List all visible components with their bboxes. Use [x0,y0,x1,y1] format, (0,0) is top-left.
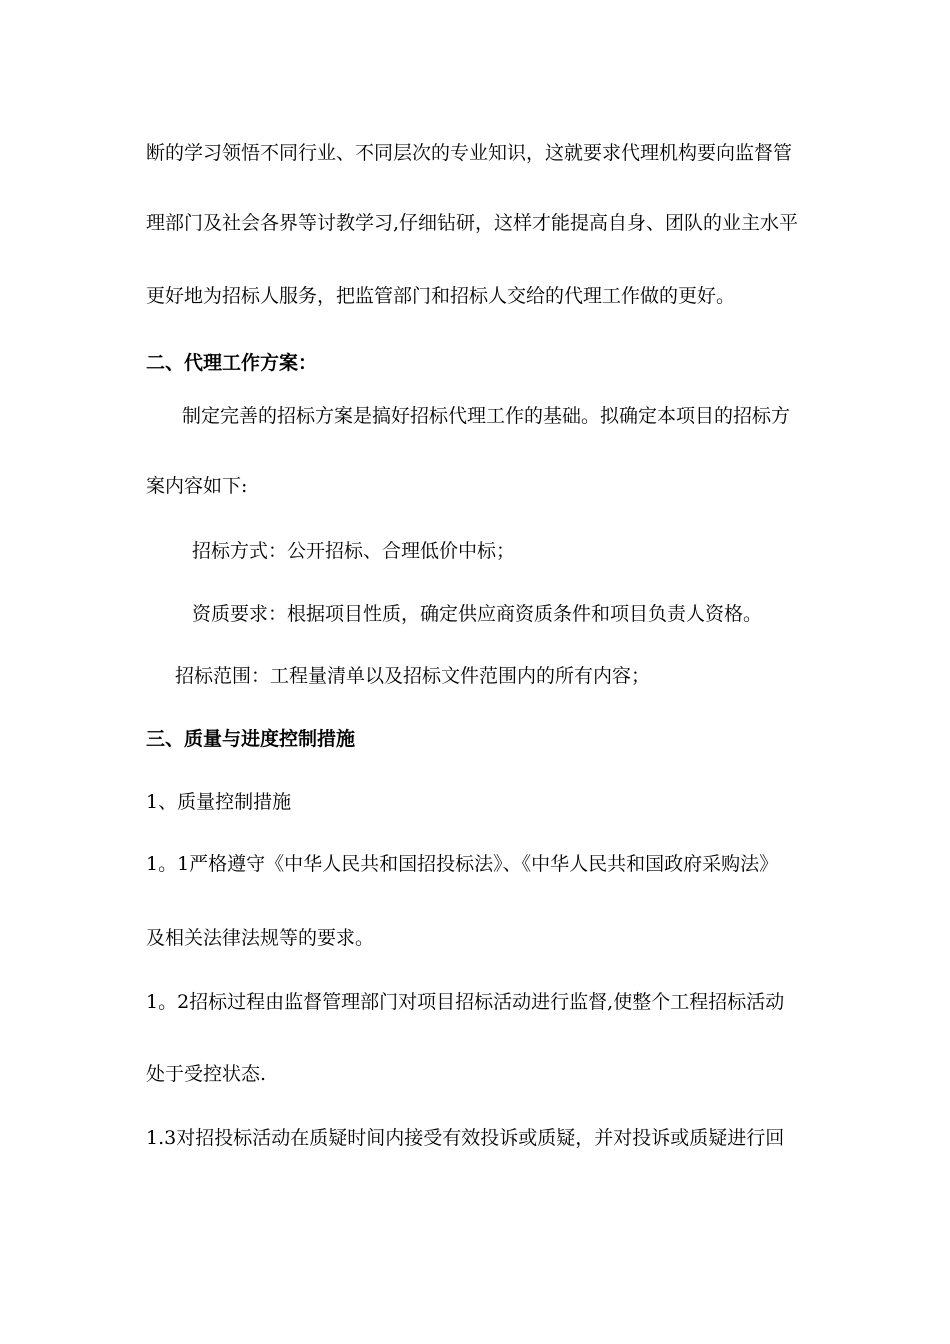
section-heading: 三、质量与进度控制措施 [146,728,356,750]
paragraph-line: 1。2招标过程由监督管理部门对项目招标活动进行监督,使整个工程招标活动 [146,991,785,1013]
list-item: 资质要求：根据项目性质，确定供应商资质条件和项目负责人资格。 [192,603,763,625]
paragraph-line: 及相关法律法规等的要求。 [146,927,375,949]
paragraph-line: 1.3对招投标活动在质疑时间内接受有效投诉或质疑，并对投诉或质疑进行回 [146,1127,785,1149]
paragraph-line: 理部门及社会各界等讨教学习,仔细钻研，这样才能提高自身、团队的业主水平 [146,212,799,234]
list-item: 招标方式：公开招标、合理低价中标； [192,540,516,562]
paragraph-line: 1。1严格遵守《中华人民共和国招投标法》、《中华人民共和国政府采购法》 [146,853,779,875]
paragraph-line: 更好地为招标人服务，把监管部门和招标人交给的代理工作做的更好。 [146,285,736,307]
paragraph-line: 处于受控状态. [146,1063,267,1085]
section-heading: 二、代理工作方案： [146,352,318,374]
paragraph-line: 制定完善的招标方案是搞好招标代理工作的基础。拟确定本项目的招标方 [182,405,791,427]
paragraph-line: 案内容如下: [146,475,248,497]
paragraph-line: 断的学习领悟不同行业、不同层次的专业知识，这就要求代理机构要向监督管 [146,142,793,164]
subsection-heading: 1、质量控制措施 [146,791,292,813]
list-item: 招标范围：工程量清单以及招标文件范围内的所有内容； [175,665,651,687]
